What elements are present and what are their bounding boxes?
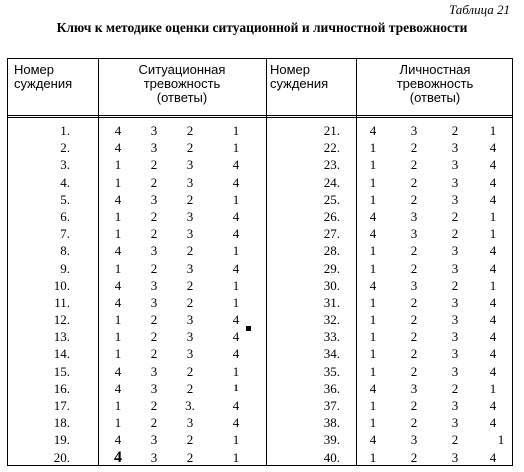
header-line: Номер (270, 62, 311, 77)
personal-answer: 2 (451, 432, 459, 448)
situational-answer: 3 (150, 432, 158, 448)
personal-answer: 3 (451, 346, 459, 362)
personal-answer: 3 (410, 208, 418, 224)
table-row (8, 139, 512, 156)
table-row (8, 345, 512, 362)
personal-answer: 1 (369, 174, 377, 190)
situational-answer: 1 (114, 329, 122, 345)
statement-number: 33. (323, 329, 340, 345)
situational-answer: 1 (114, 226, 122, 242)
situational-answer: 2 (150, 157, 158, 173)
statement-number: 28. (323, 243, 340, 259)
personal-answer: 4 (489, 449, 497, 465)
statement-number: 20. (53, 449, 70, 465)
situational-answer: 3 (186, 415, 194, 431)
personal-answer: 1 (497, 432, 505, 448)
statement-number: 30. (323, 277, 340, 293)
personal-answer: 3 (451, 398, 459, 413)
situational-answer: 3 (150, 277, 158, 293)
situational-answer: 2 (186, 123, 194, 138)
statement-number: 8. (60, 243, 70, 259)
situational-answer: 3 (186, 226, 194, 242)
personal-answer: 1 (489, 226, 497, 242)
personal-answer: 2 (451, 208, 459, 224)
situational-answer: 3 (186, 157, 194, 173)
personal-answer: 3 (451, 191, 459, 207)
personal-answer: 1 (369, 191, 377, 207)
personal-answer: 4 (489, 415, 497, 431)
situational-answer: 4 (114, 277, 122, 293)
situational-answer: 2 (186, 294, 194, 310)
situational-answer: 2 (150, 398, 158, 413)
personal-answer: 4 (489, 346, 497, 362)
situational-answer: 2 (186, 140, 194, 156)
personal-answer: 2 (410, 449, 418, 465)
situational-answer: 1 (232, 123, 240, 138)
header-line: (ответы) (156, 90, 208, 105)
situational-answer: 4 (232, 174, 240, 190)
situational-answer: 3 (186, 208, 194, 224)
personal-answer: 3 (451, 243, 459, 259)
personal-answer: 3 (451, 174, 459, 190)
statement-number: 24. (323, 174, 340, 190)
personal-answer: 1 (369, 363, 377, 379)
personal-answer: 2 (410, 174, 418, 190)
situational-answer: 3 (186, 174, 194, 190)
personal-answer: 3 (451, 294, 459, 310)
header-line: тревожность (396, 76, 474, 91)
statement-number: 18. (53, 415, 70, 431)
situational-answer: 3 (150, 363, 158, 379)
situational-answer: 2 (150, 346, 158, 362)
table-row (8, 363, 512, 380)
personal-answer: 2 (410, 260, 418, 276)
situational-answer: 2 (186, 243, 194, 259)
situational-answer: 1 (114, 157, 122, 173)
situational-answer: 2 (150, 312, 158, 328)
situational-answer: 1 (114, 208, 122, 224)
header-line: Личностная (399, 62, 471, 77)
situational-answer: 4 (232, 398, 240, 413)
table-row (8, 156, 512, 173)
personal-answer: 3 (410, 123, 418, 138)
personal-answer: 2 (410, 243, 418, 259)
personal-answer: 2 (451, 123, 459, 138)
personal-answer: 3 (451, 260, 459, 276)
header-divider (8, 115, 512, 118)
situational-answer: 1 (114, 174, 122, 190)
personal-answer: 1 (489, 208, 497, 224)
situational-answer: 2 (150, 415, 158, 431)
table-row (8, 294, 512, 311)
personal-answer: 4 (489, 312, 497, 328)
personal-answer: 1 (369, 398, 377, 413)
statement-number: 29. (323, 260, 340, 276)
personal-answer: 4 (489, 174, 497, 190)
personal-answer: 1 (369, 260, 377, 276)
situational-answer: 2 (186, 191, 194, 207)
situational-answer: 4 (114, 140, 122, 156)
table-row (8, 191, 512, 208)
personal-answer: 1 (369, 243, 377, 259)
header-number-left (14, 63, 72, 91)
situational-answer: 1 (114, 312, 122, 328)
situational-answer: 4 (232, 346, 240, 362)
personal-answer: 2 (410, 346, 418, 362)
header-line: Ситуационная (138, 62, 226, 77)
header-line: тревожность (143, 76, 221, 91)
personal-answer: 4 (489, 243, 497, 259)
personal-answer: 1 (369, 449, 377, 465)
situational-answer: 3 (186, 346, 194, 362)
statement-number: 9. (60, 260, 70, 276)
situational-answer: 1 (232, 140, 240, 156)
personal-answer: 1 (369, 157, 377, 173)
personal-answer: 3 (410, 226, 418, 242)
personal-answer: 1 (489, 380, 497, 396)
statement-number: 39. (323, 432, 340, 448)
situational-answer: 3 (150, 123, 158, 138)
situational-answer: 1 (114, 260, 122, 276)
situational-answer: 2 (186, 380, 194, 396)
situational-answer: 2 (150, 174, 158, 190)
personal-answer: 2 (410, 140, 418, 156)
table-row (8, 208, 512, 225)
personal-answer: 3 (451, 312, 459, 328)
statement-number: 25. (323, 191, 340, 207)
table-row (8, 380, 512, 397)
situational-answer: 3 (150, 191, 158, 207)
statement-number: 32. (323, 312, 340, 328)
statement-number: 10. (53, 277, 70, 293)
personal-answer: 2 (410, 312, 418, 328)
statement-number: 13. (53, 329, 70, 345)
statement-number: 37. (323, 398, 340, 413)
statement-number: 4. (60, 174, 70, 190)
statement-number: 35. (323, 363, 340, 379)
situational-answer: 2 (150, 260, 158, 276)
situational-answer: 4 (232, 157, 240, 173)
statement-number: 11. (54, 294, 70, 310)
personal-answer: 3 (410, 432, 418, 448)
personal-answer: 2 (410, 329, 418, 345)
situational-answer: 3 (150, 380, 158, 396)
situational-answer: 1 (114, 346, 122, 362)
personal-answer: 3 (451, 363, 459, 379)
situational-answer: 4 (232, 208, 240, 224)
statement-number: 31. (323, 294, 340, 310)
table-row (8, 397, 512, 414)
answer-key-table (7, 58, 513, 466)
situational-answer: 1 (232, 277, 240, 293)
personal-answer: 4 (489, 157, 497, 173)
header-personal (356, 63, 514, 105)
statement-number: 22. (323, 140, 340, 156)
personal-answer: 2 (410, 191, 418, 207)
statement-number: 27. (323, 226, 340, 242)
personal-answer: 4 (489, 140, 497, 156)
statement-number: 16. (53, 380, 70, 396)
personal-answer: 4 (489, 191, 497, 207)
situational-answer: 3 (150, 243, 158, 259)
personal-answer: 1 (369, 294, 377, 310)
table-row (8, 225, 512, 242)
statement-number: 36. (323, 380, 340, 396)
header-line: суждения (14, 76, 73, 91)
page-mark (246, 326, 251, 331)
situational-answer: 2 (150, 329, 158, 345)
statement-number: 2. (60, 140, 70, 156)
statement-number: 23. (323, 157, 340, 173)
table-row (8, 122, 512, 139)
statement-number: 14. (53, 346, 70, 362)
table-row (8, 260, 512, 277)
situational-answer: 4 (232, 260, 240, 276)
personal-answer: 1 (369, 415, 377, 431)
situational-answer: 4 (114, 123, 122, 138)
situational-answer: 1 (114, 398, 122, 413)
personal-answer: 4 (369, 277, 377, 293)
situational-answer: 1 (232, 294, 240, 310)
situational-answer: 4 (114, 363, 122, 379)
situational-answer: 2 (186, 449, 194, 465)
situational-answer: 1 (232, 363, 240, 379)
statement-number: 12. (53, 312, 70, 328)
situational-answer: 1 (233, 382, 239, 393)
statement-number: 38. (323, 415, 340, 431)
situational-answer: 4 (114, 380, 122, 396)
situational-answer: 1 (232, 432, 240, 448)
situational-answer: 4 (114, 448, 122, 466)
personal-answer: 2 (451, 380, 459, 396)
personal-answer: 3 (451, 449, 459, 465)
situational-answer: 4 (232, 226, 240, 242)
personal-answer: 2 (451, 226, 459, 242)
personal-answer: 4 (369, 123, 377, 138)
personal-answer: 3 (451, 329, 459, 345)
situational-answer: 3. (185, 398, 195, 413)
situational-answer: 3 (186, 260, 194, 276)
header-line: суждения (270, 76, 329, 91)
personal-answer: 1 (489, 123, 497, 138)
statement-number: 17. (53, 398, 70, 413)
personal-answer: 4 (489, 398, 497, 413)
statement-number: 21. (323, 123, 340, 138)
personal-answer: 4 (369, 226, 377, 242)
personal-answer: 1 (489, 277, 497, 293)
personal-answer: 4 (369, 432, 377, 448)
situational-answer: 1 (232, 449, 240, 465)
situational-answer: 4 (232, 329, 240, 345)
statement-number: 15. (53, 363, 70, 379)
personal-answer: 4 (489, 329, 497, 345)
statement-number: 7. (60, 226, 70, 242)
personal-answer: 4 (369, 380, 377, 396)
statement-number: 34. (323, 346, 340, 362)
situational-answer: 2 (150, 208, 158, 224)
table-row (8, 174, 512, 191)
header-line: Номер (14, 62, 55, 77)
table-row (8, 414, 512, 431)
statement-number: 3. (60, 157, 70, 173)
personal-answer: 2 (410, 157, 418, 173)
situational-answer: 4 (114, 294, 122, 310)
table-body (8, 122, 512, 466)
situational-answer: 2 (186, 363, 194, 379)
personal-answer: 4 (369, 208, 377, 224)
table-caption: Таблица 21 (448, 2, 510, 17)
personal-answer: 2 (451, 277, 459, 293)
personal-answer: 4 (489, 260, 497, 276)
situational-answer: 3 (150, 449, 158, 465)
personal-answer: 3 (451, 157, 459, 173)
personal-answer: 3 (451, 415, 459, 431)
statement-number: 1. (60, 123, 70, 138)
table-row (8, 449, 512, 466)
situational-answer: 2 (186, 432, 194, 448)
situational-answer: 3 (186, 312, 194, 328)
table-row (8, 431, 512, 448)
statement-number: 6. (60, 208, 70, 224)
personal-answer: 2 (410, 294, 418, 310)
personal-answer: 1 (369, 140, 377, 156)
table-row (8, 311, 512, 328)
header-situational (98, 63, 266, 105)
personal-answer: 3 (410, 277, 418, 293)
situational-answer: 4 (114, 191, 122, 207)
situational-answer: 1 (232, 243, 240, 259)
table-row (8, 328, 512, 345)
situational-answer: 4 (232, 415, 240, 431)
personal-answer: 3 (410, 380, 418, 396)
personal-answer: 3 (451, 140, 459, 156)
table-row (8, 242, 512, 259)
situational-answer: 1 (114, 415, 122, 431)
personal-answer: 1 (369, 312, 377, 328)
table-row (8, 277, 512, 294)
personal-answer: 4 (489, 363, 497, 379)
statement-number: 5. (60, 191, 70, 207)
statement-number: 19. (53, 432, 70, 448)
situational-answer: 4 (114, 243, 122, 259)
header-line: (ответы) (409, 90, 461, 105)
situational-answer: 3 (150, 140, 158, 156)
personal-answer: 1 (369, 346, 377, 362)
personal-answer: 2 (410, 415, 418, 431)
personal-answer: 1 (369, 329, 377, 345)
situational-answer: 3 (150, 294, 158, 310)
personal-answer: 4 (489, 294, 497, 310)
situational-answer: 2 (150, 226, 158, 242)
page-title: Ключ к методике оценки ситуационной и личностной тревожности (56, 20, 468, 35)
situational-answer: 1 (232, 191, 240, 207)
header-number-right (270, 63, 328, 91)
personal-answer: 2 (410, 363, 418, 379)
statement-number: 26. (323, 208, 340, 224)
situational-answer: 4 (232, 312, 240, 328)
situational-answer: 2 (186, 277, 194, 293)
situational-answer: 3 (186, 329, 194, 345)
statement-number: 40. (323, 449, 340, 465)
situational-answer: 4 (114, 432, 122, 448)
personal-answer: 2 (410, 398, 418, 413)
